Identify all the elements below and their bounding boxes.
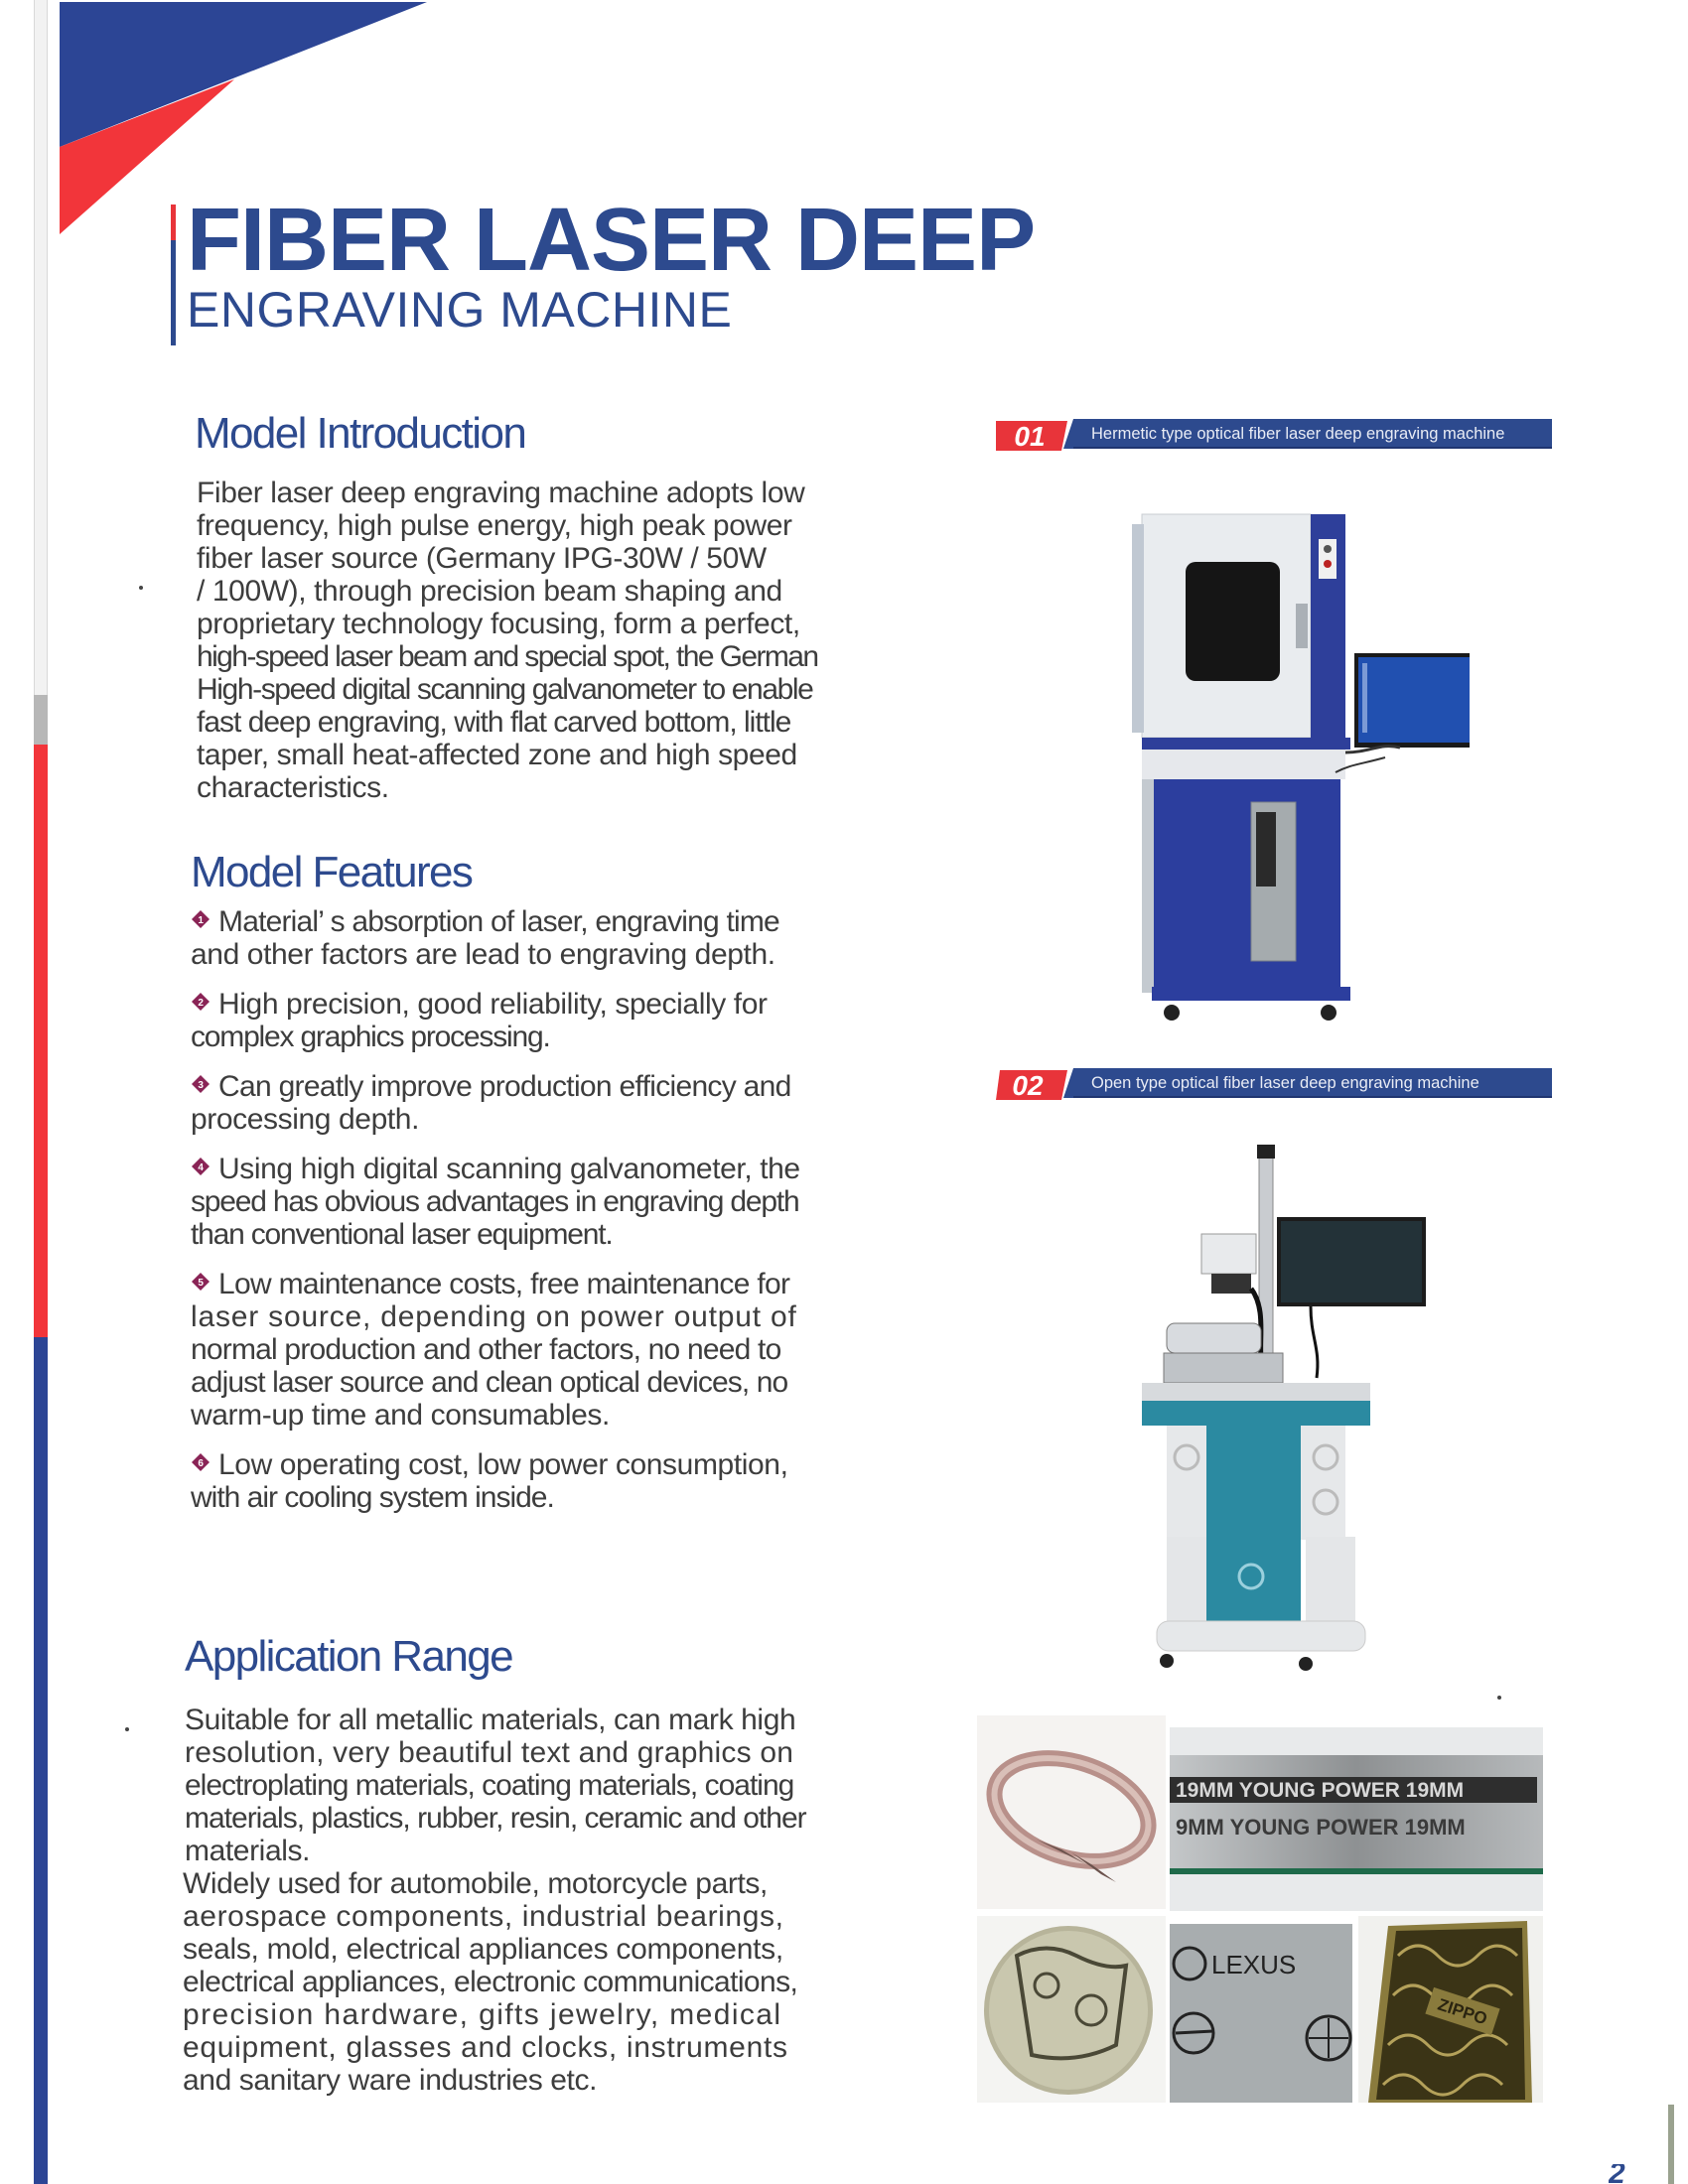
model-01-tag	[996, 419, 1552, 451]
intro-line: fast deep engraving, with flat carved bottom, little	[197, 706, 791, 739]
feature-line: Can greatly improve production efficiency and	[218, 1070, 791, 1103]
feature-line: Using high digital scanning galvanometer, the	[218, 1153, 800, 1185]
spine-white-segment	[34, 0, 48, 695]
model-01-number-badge	[996, 419, 1067, 451]
intro-line: proprietary technology focusing, form a perfect,	[197, 608, 800, 640]
svg-text:2: 2	[198, 998, 204, 1009]
svg-text:6: 6	[198, 1458, 204, 1469]
model-01-label: Hermetic type optical fiber laser deep engraving machine	[1073, 419, 1552, 449]
scan-speck	[1497, 1696, 1501, 1700]
feature-line: speed has obvious advantages in engraving depth	[191, 1185, 799, 1218]
application-paragraph-1	[185, 1704, 900, 1867]
svg-text:4: 4	[198, 1162, 204, 1173]
feature-line: High precision, good reliability, specially for	[218, 988, 768, 1021]
page-spine-stripe	[34, 0, 48, 2184]
spine-grey-segment	[34, 695, 48, 745]
model-02-number-badge	[996, 1068, 1067, 1100]
feature-line: normal production and other factors, no need to	[191, 1333, 781, 1366]
engraved-lighter-photo	[1358, 1916, 1543, 2103]
model-02-label: Open type optical fiber laser deep engraving machine	[1073, 1068, 1552, 1098]
features-heading: Model Features	[191, 848, 473, 896]
svg-text:ZIPPO: ZIPPO	[1435, 1994, 1490, 2029]
diamond-bullet-2-icon	[191, 992, 211, 1012]
application-line: precision hardware, gifts jewelry, medical	[183, 1998, 782, 2031]
intro-line: high-speed laser beam and special spot, the German	[197, 640, 818, 673]
application-line: equipment, glasses and clocks, instruments	[183, 2031, 788, 2064]
feature-item	[191, 988, 898, 1053]
feature-line: than conventional laser equipment.	[191, 1218, 613, 1251]
feature-line: with air cooling system inside.	[191, 1481, 554, 1514]
scan-speck	[125, 1727, 129, 1731]
application-line: electrical appliances, electronic communications,	[183, 1966, 798, 1998]
svg-text:5: 5	[198, 1278, 204, 1289]
feature-line: complex graphics processing.	[191, 1021, 550, 1053]
feature-line: processing depth.	[191, 1103, 420, 1136]
feature-line: Low maintenance costs, free maintenance for	[218, 1268, 790, 1300]
features-list	[191, 905, 898, 1531]
spine-blue-segment	[34, 1337, 48, 2184]
application-line: Suitable for all metallic materials, can mark high	[185, 1704, 796, 1736]
title-main-line: FIBER LASER DEEP	[187, 191, 1036, 290]
feature-line: adjust laser source and clean optical devices, no	[191, 1366, 788, 1399]
open-machine-photo	[1142, 1140, 1460, 1676]
application-line: and sanitary ware industries etc.	[183, 2064, 598, 2097]
intro-heading: Model Introduction	[195, 409, 526, 458]
application-line: resolution, very beautiful text and graphics on	[185, 1736, 794, 1769]
feature-item	[191, 1070, 898, 1136]
intro-line: frequency, high pulse energy, high peak power	[197, 509, 792, 542]
intro-paragraph	[197, 477, 912, 804]
feature-line: Material’ s absorption of laser, engraving time	[218, 905, 779, 938]
application-paragraph-2	[183, 1867, 898, 2097]
page-number: 2	[1609, 2164, 1625, 2184]
intro-line: fiber laser source (Germany IPG-30W / 50W	[197, 542, 767, 575]
intro-line: High-speed digital scanning galvanometer to enable	[197, 673, 813, 706]
title-accent-blue-bar	[171, 240, 176, 345]
page-edge-shadow	[1668, 2105, 1674, 2184]
scan-speck	[139, 586, 143, 590]
svg-text:LEXUS: LEXUS	[1211, 1950, 1297, 1979]
engraved-bracelet-photo	[977, 1715, 1166, 1909]
svg-text:19MM YOUNG POWER 19MM: 19MM YOUNG POWER 19MM	[1176, 1779, 1465, 1802]
feature-line: Low operating cost, low power consumption,	[218, 1448, 788, 1481]
application-line: electroplating materials, coating materials, coating	[185, 1769, 794, 1802]
application-heading: Application Range	[185, 1632, 512, 1681]
engraved-coin-photo	[977, 1916, 1166, 2103]
application-line: Widely used for automobile, motorcycle parts,	[183, 1867, 768, 1900]
title-accent-red-bar	[171, 205, 176, 240]
svg-text:02: 02	[1012, 1070, 1044, 1100]
feature-line: laser source, depending on power output of	[191, 1300, 797, 1333]
application-line: aerospace components, industrial bearings,	[183, 1900, 784, 1933]
application-line: materials.	[185, 1835, 311, 1867]
intro-line: characteristics.	[197, 771, 389, 804]
application-line: seals, mold, electrical appliances components,	[183, 1933, 783, 1966]
svg-text:3: 3	[198, 1080, 204, 1091]
intro-line: taper, small heat-affected zone and high speed	[197, 739, 797, 771]
hermetic-machine-photo	[1132, 504, 1470, 1032]
svg-text:01: 01	[1014, 421, 1046, 451]
feature-line: and other factors are lead to engraving depth.	[191, 938, 775, 971]
engraved-car-logos-photo	[1170, 1924, 1352, 2103]
model-02-tag	[996, 1068, 1552, 1100]
feature-item	[191, 905, 898, 971]
intro-line: Fiber laser deep engraving machine adopts low	[197, 477, 805, 509]
feature-item	[191, 1448, 898, 1514]
feature-item	[191, 1153, 898, 1251]
diamond-bullet-3-icon	[191, 1074, 211, 1094]
feature-item	[191, 1268, 898, 1432]
intro-line: / 100W), through precision beam shaping and	[197, 575, 782, 608]
diamond-bullet-6-icon	[191, 1452, 211, 1472]
application-line: materials, plastics, rubber, resin, ceramic and other	[185, 1802, 806, 1835]
diamond-bullet-4-icon	[191, 1157, 211, 1176]
diamond-bullet-5-icon	[191, 1272, 211, 1292]
svg-text:1: 1	[198, 915, 204, 926]
application-samples-gallery	[977, 1715, 1547, 2103]
spine-red-segment	[34, 745, 48, 1337]
diamond-bullet-1-icon	[191, 909, 211, 929]
title-sub-line: ENGRAVING MACHINE	[187, 282, 733, 338]
feature-line: warm-up time and consumables.	[191, 1399, 610, 1432]
engraved-nameplate-photo	[1170, 1727, 1543, 1911]
svg-text:9MM YOUNG POWER 19MM: 9MM YOUNG POWER 19MM	[1176, 1815, 1466, 1840]
